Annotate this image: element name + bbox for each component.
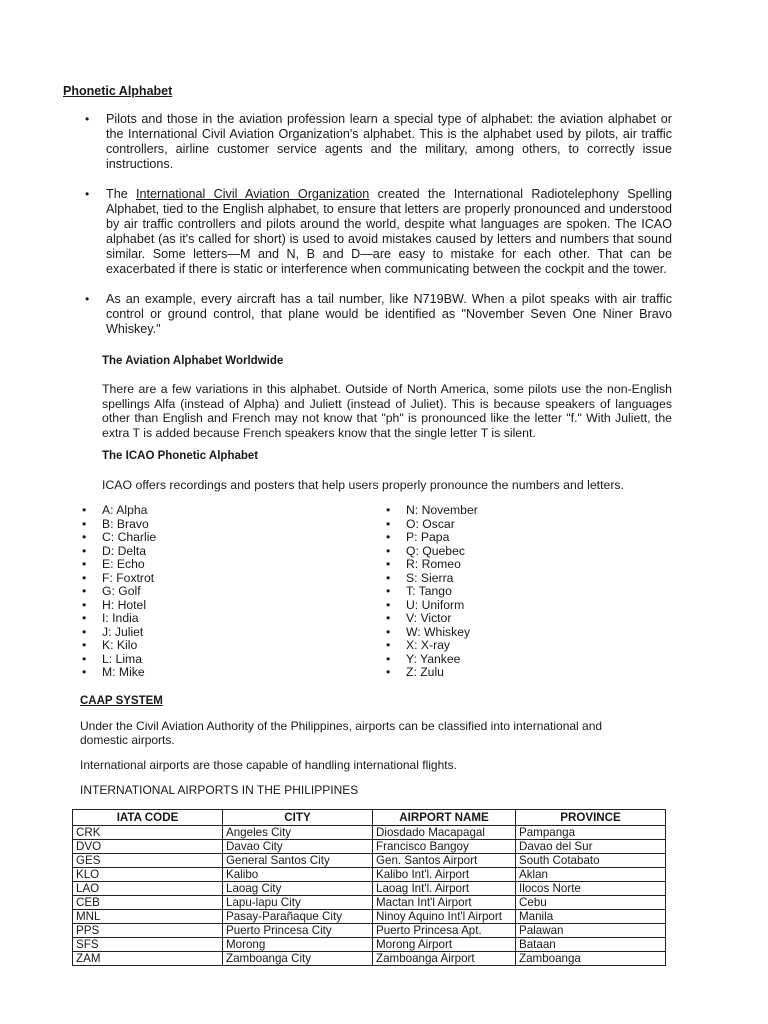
table-cell: Aklan [516, 868, 666, 882]
bullet-text: The [106, 187, 137, 201]
page-title: Phonetic Alphabet [63, 84, 173, 98]
alphabet-item: • G: Golf [80, 585, 156, 599]
intro-bullet-list [82, 112, 672, 352]
alphabet-item: • Y: Yankee [384, 653, 478, 667]
alphabet-item: • O: Oscar [384, 518, 478, 532]
table-row [73, 840, 666, 854]
alphabet-item: • T: Tango [384, 585, 478, 599]
table-cell: Puerto Princesa Apt. [373, 924, 516, 938]
table-cell: Morong Airport [373, 938, 516, 952]
alphabet-list-left [80, 504, 156, 680]
table-cell: Ninoy Aquino Int'l Airport [373, 910, 516, 924]
table-header-row [73, 810, 666, 826]
table-cell: Kalibo Int'l. Airport [373, 868, 516, 882]
table-row [73, 896, 666, 910]
alphabet-item: • R: Romeo [384, 558, 478, 572]
table-cell: South Cotabato [516, 854, 666, 868]
table-cell: General Santos City [223, 854, 373, 868]
intro-bullet [82, 187, 672, 277]
table-cell: Francisco Bangoy [373, 840, 516, 854]
table-cell: Laoag Int'l. Airport [373, 882, 516, 896]
table-cell: CEB [73, 896, 223, 910]
airports-table [72, 809, 666, 966]
alphabet-item: • C: Charlie [80, 531, 156, 545]
table-row [73, 910, 666, 924]
table-cell: Mactan Int'l Airport [373, 896, 516, 910]
alphabet-item: • E: Echo [80, 558, 156, 572]
alphabet-item: • K: Kilo [80, 639, 156, 653]
alphabet-item: • D: Delta [80, 545, 156, 559]
table-cell: Manila [516, 910, 666, 924]
alphabet-item: • W: Whiskey [384, 626, 478, 640]
table-cell: Kalibo [223, 868, 373, 882]
alphabet-item: • F: Foxtrot [80, 572, 156, 586]
bullet-text: As an example, every aircraft has a tail number, like N719BW. When a pilot speaks with air traffic control or ground control, that plane would be identified as "November Seven One Niner Bravo Whiskey." [106, 292, 672, 336]
table-cell: Davao City [223, 840, 373, 854]
table-cell: Zamboanga City [223, 952, 373, 966]
caap-paragraph: Under the Civil Aviation Authority of the Philippines, airports can be classified into international and domestic airports. [80, 719, 603, 747]
table-row [73, 826, 666, 840]
alphabet-item: • A: Alpha [80, 504, 156, 518]
column-header: CITY [223, 810, 373, 826]
table-cell: SFS [73, 938, 223, 952]
icao-paragraph: ICAO offers recordings and posters that help users properly pronounce the numbers and letters. [102, 478, 624, 492]
table-cell: Bataan [516, 938, 666, 952]
table-cell: CRK [73, 826, 223, 840]
table-cell: Morong [223, 938, 373, 952]
table-cell: Ilocos Norte [516, 882, 666, 896]
table-cell: DVO [73, 840, 223, 854]
caap-paragraph-2: International airports are those capable of handling international flights. [80, 758, 457, 772]
column-header: IATA CODE [73, 810, 223, 826]
table-cell: Zamboanga [516, 952, 666, 966]
alphabet-item: • U: Uniform [384, 599, 478, 613]
worldwide-paragraph: There are a few variations in this alphabet. Outside of North America, some pilots use the non-English spellings Alfa (instead of Alpha) and Juliett (instead of Juliet). This is because speakers of languages other than English and French may not know that "ph" is pronounced like the letter "f." With Juliett, the extra T is added because French speakers know that the single letter T is silent. [102, 382, 672, 440]
table-cell: Angeles City [223, 826, 373, 840]
table-row [73, 952, 666, 966]
alphabet-item: • M: Mike [80, 666, 156, 680]
table-body [73, 826, 666, 966]
alphabet-item: • I: India [80, 612, 156, 626]
table-row [73, 882, 666, 896]
alphabet-item: • V: Victor [384, 612, 478, 626]
caap-heading: CAAP SYSTEM [80, 695, 163, 707]
table-cell: LAO [73, 882, 223, 896]
icao-link[interactable]: International Civil Aviation Organization [136, 187, 370, 201]
alphabet-item: • X: X-ray [384, 639, 478, 653]
table-cell: Gen. Santos Airport [373, 854, 516, 868]
alphabet-item: • H: Hotel [80, 599, 156, 613]
table-cell: Pasay-Parañaque City [223, 910, 373, 924]
table-row [73, 854, 666, 868]
column-header: PROVINCE [516, 810, 666, 826]
table-cell: KLO [73, 868, 223, 882]
alphabet-item: • S: Sierra [384, 572, 478, 586]
table-cell: Laoag City [223, 882, 373, 896]
alphabet-list-right [384, 504, 478, 680]
table-cell: ZAM [73, 952, 223, 966]
alphabet-item: • L: Lima [80, 653, 156, 667]
table-cell: Pampanga [516, 826, 666, 840]
bullet-text: created the International Radiotelephony Spelling Alphabet, tied to the English alphabet, to ensure that letters are properly pronounced and understood by air traffic controllers and pilots around the world, despite what languages are spoken. The ICAO alphabet (as it's called for short) is used to avoid mistakes caused by letters and numbers that sound similar. Some letters—M and N, B and D—are easy to mistake for each other. That can be exacerbated if there is static or interference when communicating between the cockpit and the tower. [106, 187, 673, 276]
worldwide-heading: The Aviation Alphabet Worldwide [102, 355, 284, 367]
table-cell: GES [73, 854, 223, 868]
bullet-text: Pilots and those in the aviation profession learn a special type of alphabet: the aviation alphabet or the International Civil Aviation Organization's alphabet. This is the alphabet used by pilots, air traffic controllers, airline customer service agents and the military, among others, to correctly issue instructions. [106, 112, 672, 171]
alphabet-item: • N: November [384, 504, 478, 518]
alphabet-item: • J: Juliet [80, 626, 156, 640]
icao-heading: The ICAO Phonetic Alphabet [102, 450, 259, 462]
table-cell: Zamboanga Airport [373, 952, 516, 966]
alphabet-item: • Q: Quebec [384, 545, 478, 559]
column-header: AIRPORT NAME [373, 810, 516, 826]
alphabet-item: • Z: Zulu [384, 666, 478, 680]
table-caption: INTERNATIONAL AIRPORTS IN THE PHILIPPINES [80, 783, 359, 797]
table-cell: Lapu-lapu City [223, 896, 373, 910]
table-cell: Puerto Princesa City [223, 924, 373, 938]
intro-bullet [82, 112, 672, 172]
alphabet-item: • P: Papa [384, 531, 478, 545]
table-cell: Palawan [516, 924, 666, 938]
alphabet-item: • B: Bravo [80, 518, 156, 532]
table-cell: Davao del Sur [516, 840, 666, 854]
table-row [73, 924, 666, 938]
table-cell: Diosdado Macapagal [373, 826, 516, 840]
table-cell: MNL [73, 910, 223, 924]
table-cell: PPS [73, 924, 223, 938]
table-cell: Cebu [516, 896, 666, 910]
intro-bullet [82, 292, 672, 337]
table-row [73, 868, 666, 882]
table-row [73, 938, 666, 952]
